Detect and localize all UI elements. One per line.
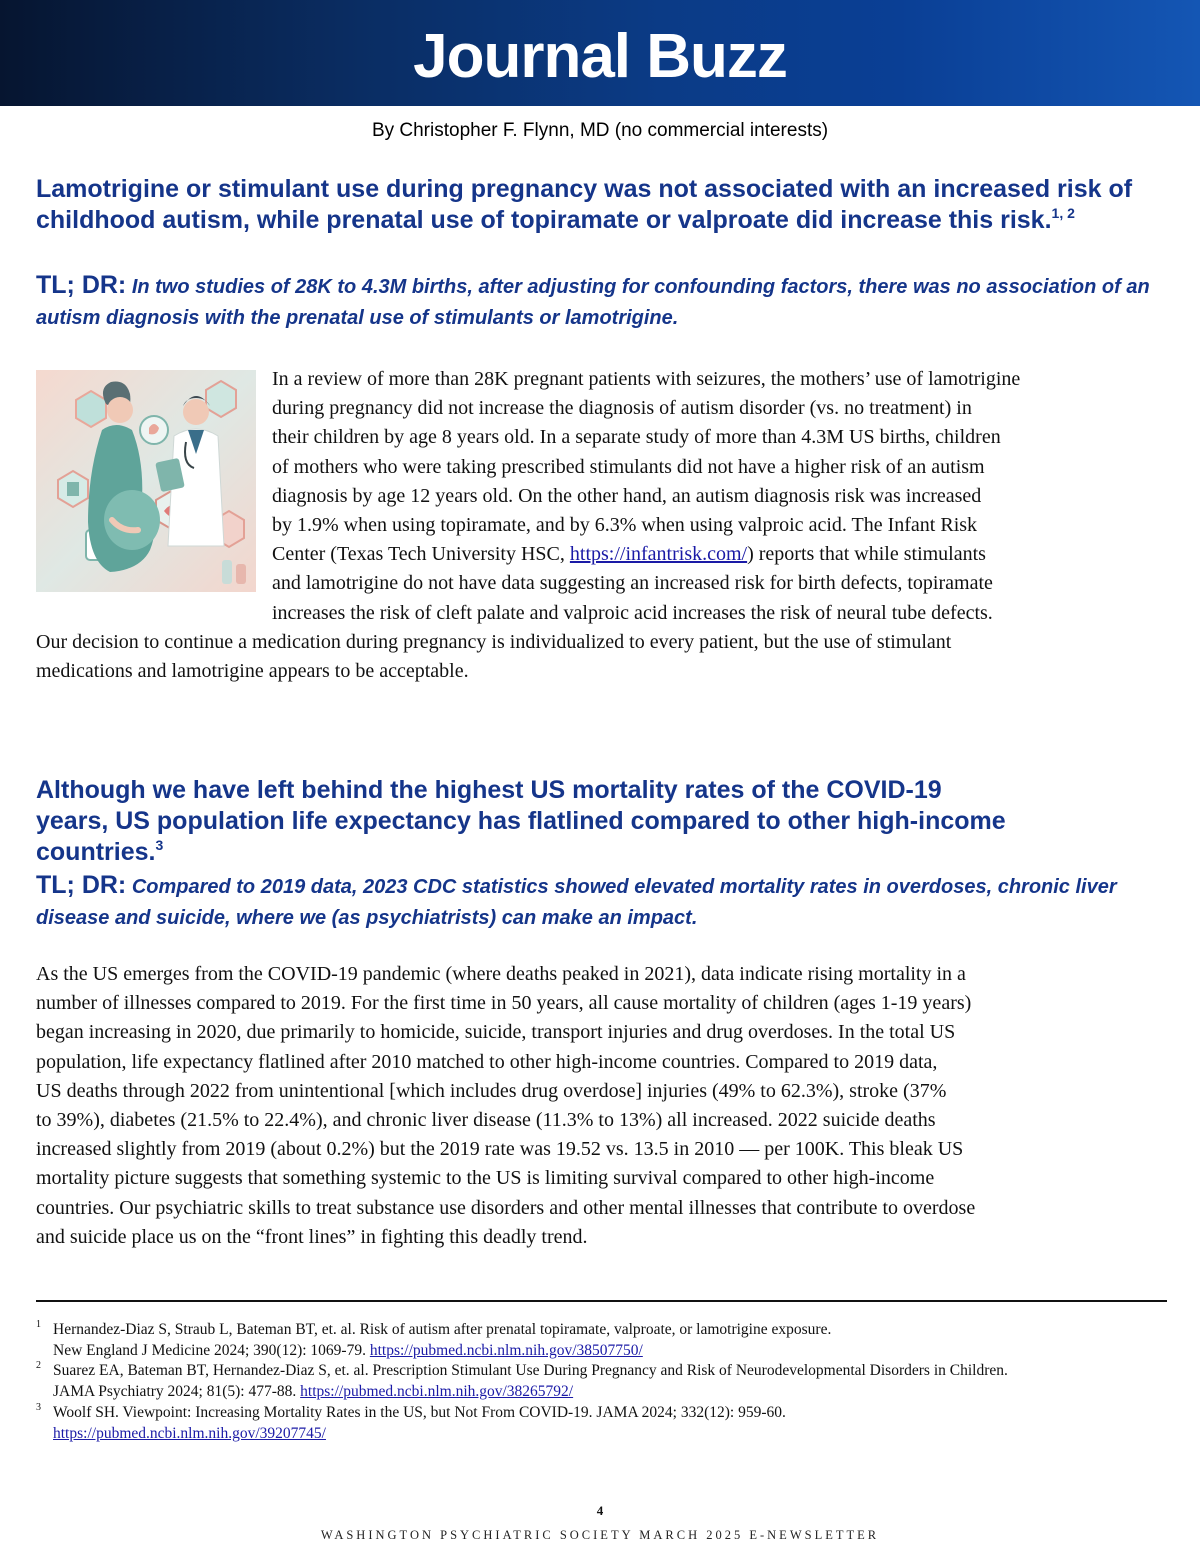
- paragraph-line: US deaths through 2022 from unintentional [which includes drug overdose] injuries (49% to 62.3%), stroke (37%: [36, 1079, 947, 1102]
- footnote-citation: Suarez EA, Bateman BT, Hernandez-Diaz S, et. al. Prescription Stimulant Use During Pregnancy and Risk of Neurodevelopmental Disorders in Children.: [53, 1362, 1008, 1379]
- article-2-paragraph: [36, 960, 1171, 1252]
- footnote-citation: New England J Medicine 2024; 390(12): 1069-79.: [53, 1341, 370, 1359]
- paragraph-line: during pregnancy did not increase the diagnosis of autism disorder (vs. no treatment) in: [272, 397, 972, 420]
- article-1-headline-refs: 1, 2: [1051, 205, 1075, 221]
- paragraph-line: Center (Texas Tech University HSC,: [272, 543, 570, 566]
- pubmed-link[interactable]: https://pubmed.ncbi.nlm.nih.gov/38265792/: [300, 1382, 574, 1400]
- paragraph-line: countries. Our psychiatric skills to treat substance use disorders and other mental illnesses that contribute to overdose: [36, 1196, 976, 1219]
- newsletter-footer: WASHINGTON PSYCHIATRIC SOCIETY MARCH 2025 E-NEWSLETTER: [320, 1528, 880, 1542]
- publication-title: Journal Buzz: [413, 22, 787, 91]
- article-1-paragraph: [272, 365, 1167, 628]
- byline: By Christopher F. Flynn, MD (no commercial interests): [371, 120, 829, 141]
- paragraph-line: increases the risk of cleft palate and valproic acid increases the risk of neural tube defects.: [272, 601, 993, 624]
- pubmed-link[interactable]: https://pubmed.ncbi.nlm.nih.gov/38507750/: [369, 1341, 643, 1359]
- paragraph-line: their children by age 8 years old. In a separate study of more than 4.3M US births, children: [272, 426, 1001, 449]
- footnote-3: [36, 1403, 1166, 1444]
- headline-line: countries.: [36, 838, 156, 866]
- page-number: 4: [596, 1503, 604, 1518]
- footnote-divider: [36, 1300, 1167, 1302]
- tldr-text: In two studies of 28K to 4.3M births, after adjusting for confounding factors, there was no association of an autism diagnosis with the prenatal use of stimulants or lamotrigine.: [36, 276, 1150, 329]
- footnote-citation: Hernandez-Diaz S, Straub L, Bateman BT, et. al. Risk of autism after prenatal topiramate, valproate, or lamotrigine exposure.: [53, 1321, 832, 1338]
- footnote-1: [36, 1320, 1166, 1361]
- footnote-2: [36, 1361, 1166, 1402]
- paragraph-line: diagnosis by age 12 years old. On the other hand, an autism diagnosis risk was increased: [272, 484, 982, 507]
- article-1-headline: [36, 174, 1171, 236]
- paragraph-line: number of illnesses compared to 2019. For the first time in 50 years, all cause mortality of children (ages 1-19 years): [36, 992, 972, 1015]
- tldr-label: TL; DR:: [36, 271, 127, 299]
- paragraph-line: and lamotrigine do not have data suggesting an increased risk for birth defects, topiramate: [272, 572, 993, 595]
- infantrisk-link[interactable]: https://infantrisk.com/: [569, 543, 748, 566]
- headline-line: Although we have left behind the highest US mortality rates of the COVID-19: [36, 776, 942, 804]
- footnote-number: 1: [36, 1319, 41, 1330]
- paragraph-line: of mothers who were taking prescribed stimulants did not have a higher risk of an autism: [272, 455, 985, 478]
- footnote-citation: JAMA Psychiatry 2024; 81(5): 477-88.: [53, 1382, 301, 1400]
- paragraph-line: and suicide place us on the “front lines” in fighting this deadly trend.: [36, 1225, 588, 1248]
- footnote-number: 3: [36, 1402, 41, 1413]
- paragraph-line: began increasing in 2020, due primarily to homicide, suicide, transport injuries and drug overdoses. In the total US: [36, 1021, 956, 1044]
- paragraph-line: population, life expectancy flatlined after 2010 matched to other high-income countries. Compared to 2019 data,: [36, 1050, 938, 1073]
- paragraph-line: Our decision to continue a medication during pregnancy is individualized to every patient, but the use of stimulant: [36, 631, 952, 653]
- pubmed-link[interactable]: https://pubmed.ncbi.nlm.nih.gov/39207745/: [53, 1424, 326, 1442]
- header-banner: [0, 0, 1200, 106]
- tldr-label: TL; DR:: [36, 871, 127, 899]
- paragraph-line: to 39%), diabetes (21.5% to 22.4%), and chronic liver disease (11.3% to 13%) all increased. 2022 suicide deaths: [36, 1109, 936, 1132]
- footnote-number: 2: [36, 1360, 41, 1371]
- article-1-paragraph-continued: [36, 628, 1171, 686]
- article-2-headline: [36, 775, 1171, 868]
- paragraph-line: In a review of more than 28K pregnant patients with seizures, the mothers’ use of lamotrigine: [272, 368, 1021, 390]
- paragraph-line: medications and lamotrigine appears to be acceptable.: [36, 660, 469, 683]
- headline-line: years, US population life expectancy has flatlined compared to other high-income: [36, 807, 1006, 835]
- article-2-headline-ref: 3: [155, 837, 164, 853]
- article-1-headline-text: Lamotrigine or stimulant use during pregnancy was not associated with an increased risk of childhood autism, while prenatal use of topiramate or valproate did increase this risk.: [36, 175, 1133, 234]
- article-2-tldr: [36, 870, 1171, 934]
- pregnancy-doctor-illustration: [36, 370, 256, 592]
- article-1-tldr: [36, 270, 1171, 334]
- paragraph-line: increased slightly from 2019 (about 0.2%) but the 2019 rate was 19.52 vs. 13.5 in 2010 — per 100K. This bleak US: [36, 1138, 964, 1161]
- tldr-text: Compared to 2019 data, 2023 CDC statistics showed elevated mortality rates in overdoses, chronic liver disease and suicide, where we (as psychiatrists) can make an impact.: [36, 876, 1117, 929]
- footnote-citation: Woolf SH. Viewpoint: Increasing Mortality Rates in the US, but Not From COVID-19. JAMA 2024; 332(12): 959-60.: [53, 1404, 786, 1421]
- paragraph-line: As the US emerges from the COVID-19 pandemic (where deaths peaked in 2021), data indicate rising mortality in a: [36, 963, 966, 985]
- paragraph-line: mortality picture suggests that something systemic to the US is limiting survival compared to other high-income: [36, 1167, 935, 1190]
- paragraph-line: ) reports that while stimulants: [747, 543, 986, 566]
- paragraph-line: by 1.9% when using topiramate, and by 6.3% when using valproic acid. The Infant Risk: [272, 514, 978, 537]
